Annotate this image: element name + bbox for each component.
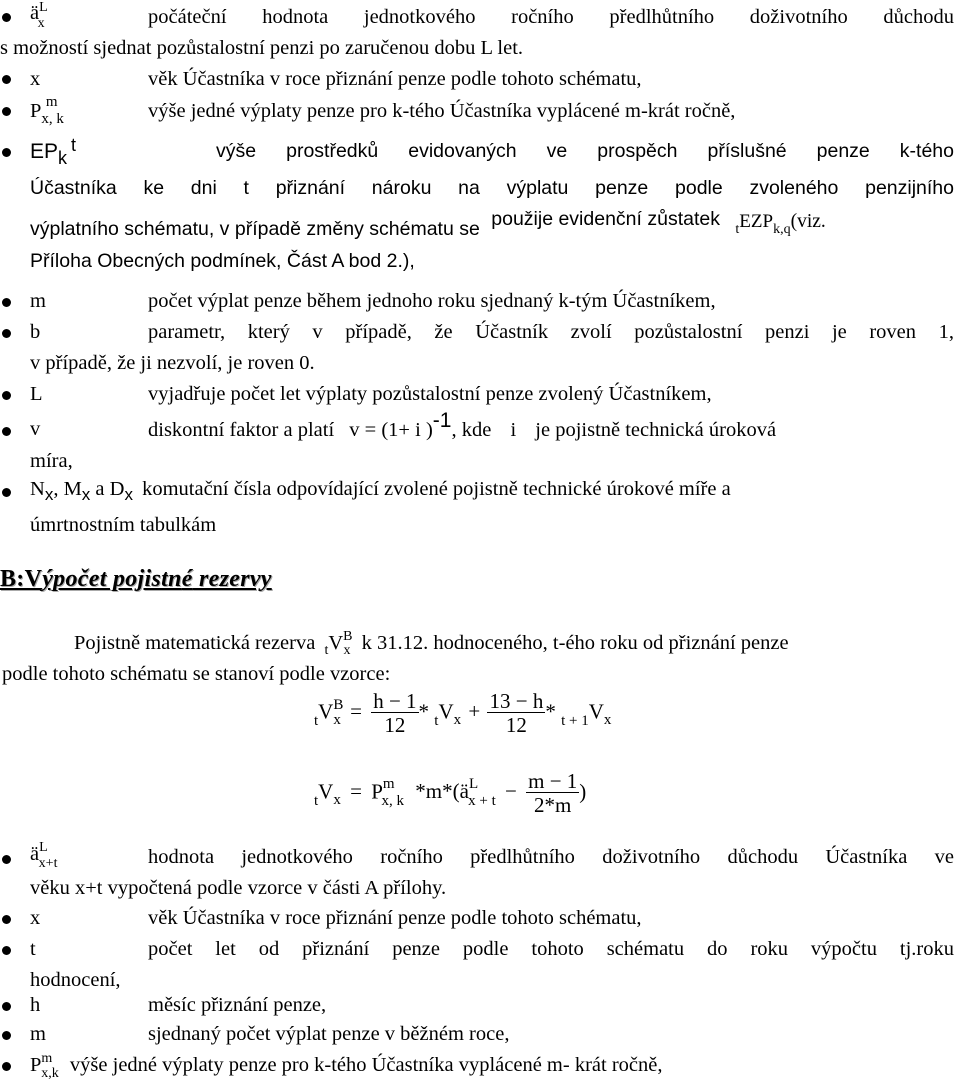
item-text-line2: hodnocení, bbox=[30, 969, 121, 991]
section-heading: B:Výpočet pojistné rezervy bbox=[0, 566, 272, 592]
symbol-EP-k-t: EPkt bbox=[30, 135, 77, 168]
item-text-line1: parametr, který v případě, že Účastník zvolí pozůstalostní penzi je roven 1, bbox=[148, 321, 954, 343]
item-text-line2: s možností sjednat pozůstalostní penzi po zaručenou dobu L let. bbox=[0, 37, 524, 59]
ep-text-line4: Příloha Obecných podmínek, Část A bod 2.), bbox=[30, 250, 415, 272]
item-text-line1: měsíc přiznání penze, bbox=[148, 994, 327, 1016]
bullet-icon bbox=[2, 915, 11, 924]
bullet-icon bbox=[2, 148, 11, 157]
bullet-icon bbox=[2, 391, 11, 400]
ep-text-line1: výše prostředků evidovaných ve prospěch příslušné penze k-tého bbox=[216, 140, 954, 162]
symbol-m: m bbox=[30, 290, 46, 312]
symbol-h: h bbox=[30, 994, 41, 1016]
bullet-icon bbox=[2, 329, 11, 338]
bullet-icon bbox=[2, 75, 11, 84]
bullet-icon bbox=[2, 1002, 11, 1011]
item-text-line1: věk Účastníka v roce přiznání penze podle tohoto schématu, bbox=[148, 68, 642, 90]
formula-reserve-B: $_tV^B_x$ = $\frac{h - 1}{12}$ * $_tV_x$ + $\frac{13 - h}{12}$ * $_{t + 1}V_x$ bbox=[314, 689, 612, 737]
symbol-P-xk-m: $P^m_{x,k}$ výše jedné výplaty penze pro k-tého Účastníka vyplácené m- krát ročně, bbox=[30, 1051, 663, 1081]
bullet-icon bbox=[2, 1062, 11, 1071]
item-text-line1: výše jedné výplaty penze pro k-tého Účastníka vyplácené m-krát ročně, bbox=[148, 100, 736, 122]
fraction: $\frac{h - 1}{12}$ bbox=[373, 689, 417, 737]
fraction: $\frac{13 - h}{12}$ bbox=[489, 689, 544, 737]
bullet-icon bbox=[2, 855, 11, 864]
paragraph-line1: Pojistně matematická rezerva $_tV^B_x$ k 31.12. hodnoceného, t-ého roku od přiznání penze bbox=[74, 629, 789, 658]
item-text-line2: míra, bbox=[30, 450, 73, 472]
item-text-line1: počáteční hodnota jednotkového ročního předlhůtního doživotního důchodu bbox=[148, 6, 954, 28]
item-text-line2: věku x+t vypočtená podle vzorce v části A přílohy. bbox=[30, 877, 447, 899]
paragraph-line2: podle tohoto schématu se stanoví podle vzorce: bbox=[2, 663, 391, 685]
symbol-EZP: $_tEZP_{k,q}(viz$. bbox=[735, 211, 826, 237]
item-text-line1: diskontní faktor a platí v = (1+ i )-1, kde i je pojistně technická úroková bbox=[148, 409, 777, 441]
bullet-icon bbox=[2, 298, 11, 307]
item-text-line2: úmrtnostním tabulkám bbox=[30, 514, 217, 536]
bullet-icon bbox=[2, 946, 11, 955]
symbol-x: x bbox=[30, 907, 41, 929]
symbols-N-M-D: $N_x$, $M_x$ a $D_x$ komutační čísla odpovídající zvolené pojistně technické úrokové míře a bbox=[30, 478, 731, 504]
bullet-icon bbox=[2, 1031, 11, 1040]
bullet-icon bbox=[2, 13, 11, 22]
symbol-tVxB: $_tV^B_x$ bbox=[324, 629, 353, 658]
ep-text-line3: výplatního schématu, v případě změny schématu se použije evidenční zůstatek $_tEZP_{k,q}(viz$. bbox=[30, 208, 826, 240]
symbol-L: L bbox=[30, 383, 43, 405]
bullet-icon bbox=[2, 488, 11, 497]
item-text-line2: v případě, že ji nezvolí, je roven 0. bbox=[30, 352, 315, 374]
symbol-x: x bbox=[30, 68, 41, 90]
item-text-line1: počet výplat penze během jednoho roku sjednaný k-tým Účastníkem, bbox=[148, 290, 716, 312]
bullet-icon bbox=[2, 427, 11, 436]
item-text-line1: sjednaný počet výplat penze v běžném roce, bbox=[148, 1023, 510, 1045]
item-text-line1: hodnota jednotkového ročního předlhůtního doživotního důchodu Účastníka ve bbox=[148, 846, 954, 868]
item-text-line1: vyjadřuje počet let výplaty pozůstalostní penze zvolený Účastníkem, bbox=[148, 383, 712, 405]
formula-reserve-tVx: $_tV_x = P^m_{x, k}$ $*m*(ä^L_{x + t}$ − $\frac{m - 1}{2*m}$ ) bbox=[314, 769, 587, 817]
discount-formula: v = (1+ i )-1 bbox=[349, 409, 452, 441]
item-text-line1: věk Účastníka v roce přiznání penze podle tohoto schématu, bbox=[148, 907, 642, 929]
symbol-P-xk-m: $P_{x, k}^m$ bbox=[30, 94, 64, 127]
item-text-line1: počet let od přiznání penze podle tohoto schématu do roku výpočtu tj.roku bbox=[148, 938, 954, 960]
ep-text-line2: Účastníka ke dni t přiznání nároku na výplatu penze podle zvoleného penzijního bbox=[30, 177, 954, 199]
symbol-m: m bbox=[30, 1023, 46, 1045]
symbol-a-xt-L: $ä^L_{x+t}$ bbox=[30, 840, 58, 871]
symbol-a-x-L: $ä^L_x$ bbox=[30, 0, 48, 31]
symbol-t: t bbox=[30, 938, 36, 960]
symbol-b: b bbox=[30, 321, 41, 343]
bullet-icon bbox=[2, 107, 11, 116]
symbol-v: v bbox=[30, 418, 41, 440]
fraction: $\frac{m - 1}{2*m}$ bbox=[528, 769, 578, 817]
